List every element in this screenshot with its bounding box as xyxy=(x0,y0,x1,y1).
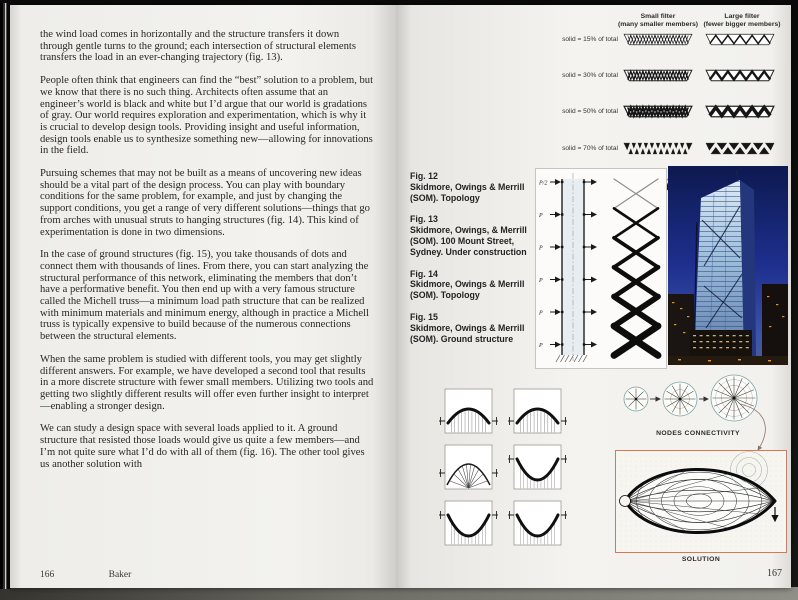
caption-number: Fig. 13 xyxy=(410,214,438,225)
nodes-connectivity-label: NODES CONNECTIVITY xyxy=(656,430,740,437)
topology-diagram-drawing xyxy=(536,169,666,368)
figure-caption xyxy=(410,312,534,344)
small-filter-subtitle: (many smaller members) xyxy=(617,21,699,29)
caption-text: Skidmore, Owings & Merrill (SOM). Topology xyxy=(410,279,525,301)
left-page-number: 166 xyxy=(40,570,55,580)
body-paragraph: We can study a design space with several loads applied to it. A ground structure that resisted those loads would give us quite a few members—and I’m not quite sure what I’d do with all of them (fig. 16). The other tool gives us another solution with xyxy=(40,423,365,470)
filter-row-label: solid = 30% of total xyxy=(562,72,618,79)
figure-15-solution xyxy=(615,450,787,553)
large-filter-header xyxy=(692,13,792,29)
hang-structure-cell xyxy=(438,499,499,549)
filter-row-label: solid = 70% of total xyxy=(562,145,618,152)
arch-structure-cell xyxy=(507,387,568,437)
figure-caption xyxy=(410,214,534,257)
small-filter-beam-30 xyxy=(622,68,694,83)
small-filter-beam-50 xyxy=(622,104,694,119)
caption-text: Skidmore, Owings, & Merrill (SOM). 100 Mount Street, Sydney. Under construction xyxy=(410,225,527,257)
large-filter-beam-50 xyxy=(704,104,776,119)
figure-14-structures-grid xyxy=(438,387,568,551)
svg-text:P: P xyxy=(539,245,543,252)
photo-background-bottom xyxy=(0,587,798,600)
large-filter-title: Large filter xyxy=(724,13,760,20)
hang-structure-cell xyxy=(507,443,568,493)
running-author: Baker xyxy=(108,570,132,580)
svg-text:P: P xyxy=(539,310,543,317)
large-filter-beam-15 xyxy=(704,32,776,47)
caption-text: Skidmore, Owings & Merrill (SOM). Ground structure xyxy=(410,322,525,344)
body-paragraph: When the same problem is studied with different tools, you may get slightly different answers. For example, we have developed a second tool that results in a more discrete structure with fewer small members. Utilizing two tools and getting two slightly different results will offer even further insight to interpret—enabling a stronger design. xyxy=(40,353,374,412)
body-paragraph: In the case of ground structures (fig. 15), you take thousands of dots and connect them with thousands of lines. From there, you can start analyzing the structural performance of this network, eliminating the members that don’t have a performative benefit. You then end up with a very famous structure called the Michell truss—a minimum load path structure that can be realized with minimum materials and minimum energy, although in practice a Michell truss is typically expensive to build because of the numerous connections between the structural elements. xyxy=(40,249,369,343)
body-paragraph: Pursuing schemes that may not be built as a means of uncovering new ideas should be a vital part of the design process. You can play with boundary conditions for the same problem, for example, and just by changing the support conditions, you get a range of very different solutions—things that go from arches with unusual struts to hanging structures (fig. 14). This kind of experimentation is done in two dimensions. xyxy=(40,168,370,238)
connector-arrow xyxy=(726,398,786,456)
filter-row-label: solid = 15% of total xyxy=(562,36,618,43)
arch-structure-cell xyxy=(438,387,499,437)
hang-structure-cell xyxy=(507,499,568,549)
filter-row-label: solid = 50% of total xyxy=(562,108,618,115)
small-filter-beam-70 xyxy=(622,141,694,156)
right-page xyxy=(396,5,791,588)
large-filter-beam-70 xyxy=(704,141,776,156)
caption-number: Fig. 12 xyxy=(410,171,438,181)
svg-text:P: P xyxy=(539,342,543,349)
svg-text:P: P xyxy=(539,277,543,284)
book-spread xyxy=(10,5,791,588)
fan-structure-cell xyxy=(438,443,499,493)
building-photo-illustration xyxy=(668,166,788,365)
right-page-number: 167 xyxy=(767,568,782,579)
figure-12-topology-diagram xyxy=(535,168,667,369)
svg-text:P: P xyxy=(539,212,543,219)
solution-label: SOLUTION xyxy=(681,556,721,563)
caption-number: Fig. 15 xyxy=(410,311,438,322)
large-filter-subtitle: (fewer bigger members) xyxy=(703,21,781,29)
figure-caption xyxy=(410,171,534,203)
small-filter-beam-15 xyxy=(622,32,694,47)
connector-arrow-drawing xyxy=(726,398,786,456)
figure-13-building-photo xyxy=(668,166,788,365)
body-paragraph: People often think that engineers can find the “best” solution to a problem, but we know that there is no such thing. Architects often assume that an engineer’s world is black and white but I’d argue that our world is gradations of gray. Our world requires exploration and experimentation, which is why it is crucial to develop design tools. Providing insight and useful information, design tools enable us to synthesize something new—allowing for innovations in the field. xyxy=(40,75,374,157)
left-page xyxy=(10,5,396,588)
caption-number: Fig. 14 xyxy=(410,268,438,279)
body-paragraph: the wind load comes in horizontally and the structure transfers it down through gentle turns to the ground; each intersection of structural elements transfers the load in an ever-changing trajectory (fig. 13). xyxy=(40,29,356,64)
large-filter-beam-30 xyxy=(704,68,776,83)
svg-text:P/2: P/2 xyxy=(539,180,548,187)
small-filter-title: Small filter xyxy=(640,13,676,20)
body-text-column xyxy=(40,29,374,481)
left-page-footer xyxy=(40,570,131,580)
solution-drawing xyxy=(615,450,787,553)
caption-text: Skidmore, Owings & Merrill (SOM). Topology xyxy=(410,181,525,203)
figure-captions xyxy=(410,171,534,355)
figure-caption xyxy=(410,269,534,301)
